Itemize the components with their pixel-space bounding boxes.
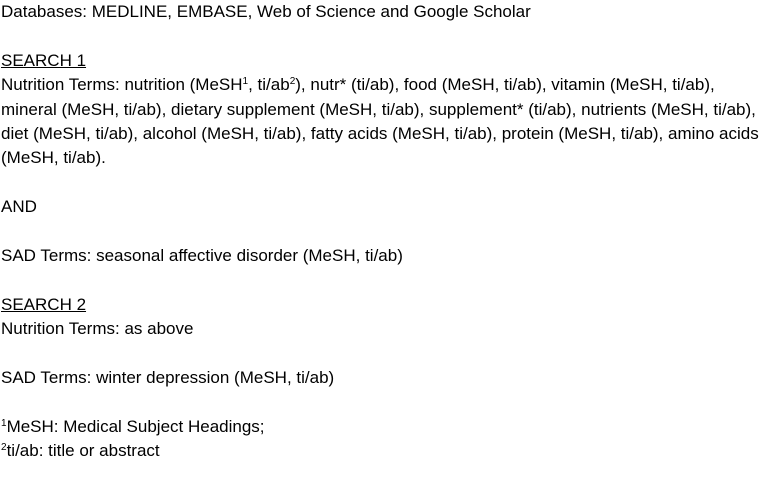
footnote-marker-1: 1 xyxy=(242,76,249,88)
nutrition-terms-prefix: Nutrition Terms: nutrition (MeSH xyxy=(1,75,243,95)
footnote-1-marker: 1 xyxy=(1,417,7,429)
search-1-nutrition-terms xyxy=(1,73,763,171)
search-2-sad-terms: SAD Terms: winter depression (MeSH, ti/ab) xyxy=(1,368,335,388)
footnote-2 xyxy=(1,439,763,463)
footnote-1 xyxy=(1,415,763,439)
search-2-nutrition-terms: Nutrition Terms: as above xyxy=(1,319,194,339)
spacer xyxy=(1,171,763,195)
spacer xyxy=(1,220,763,244)
databases-line: Databases: MEDLINE, EMBASE, Web of Science and Google Scholar xyxy=(1,2,531,21)
nutrition-terms-mid: , ti/ab xyxy=(248,75,290,95)
search-2-heading: SEARCH 2 xyxy=(1,294,87,314)
footnote-marker-2: 2 xyxy=(289,76,296,88)
nutrition-terms-rest: ), nutr* (ti/ab), food (MeSH, ti/ab), vitamin (MeSH, ti/ab), mineral (MeSH, ti/ab), dietary supplement (MeSH, ti/ab), supplement* (ti/ab), nutrients (MeSH, ti/ab), diet (MeSH, ti/ab), alcohol (MeSH, ti/ab), fatty acids (MeSH, ti/ab), protein (MeSH, ti/ab), amino acids (MeSH, ti/ab). xyxy=(1,75,759,168)
boolean-operator: AND xyxy=(1,197,37,217)
spacer xyxy=(1,268,763,292)
spacer xyxy=(1,24,763,48)
footnote-2-text: ti/ab: title or abstract xyxy=(6,441,160,461)
spacer xyxy=(1,390,763,414)
search-strategy-document xyxy=(1,0,763,464)
search-1-heading: SEARCH 1 xyxy=(1,50,87,70)
footnote-2-marker: 2 xyxy=(1,442,7,454)
spacer xyxy=(1,342,763,366)
search-1-sad-terms: SAD Terms: seasonal affective disorder (MeSH, ti/ab) xyxy=(1,246,403,266)
footnote-1-text: MeSH: Medical Subject Headings; xyxy=(6,416,265,436)
